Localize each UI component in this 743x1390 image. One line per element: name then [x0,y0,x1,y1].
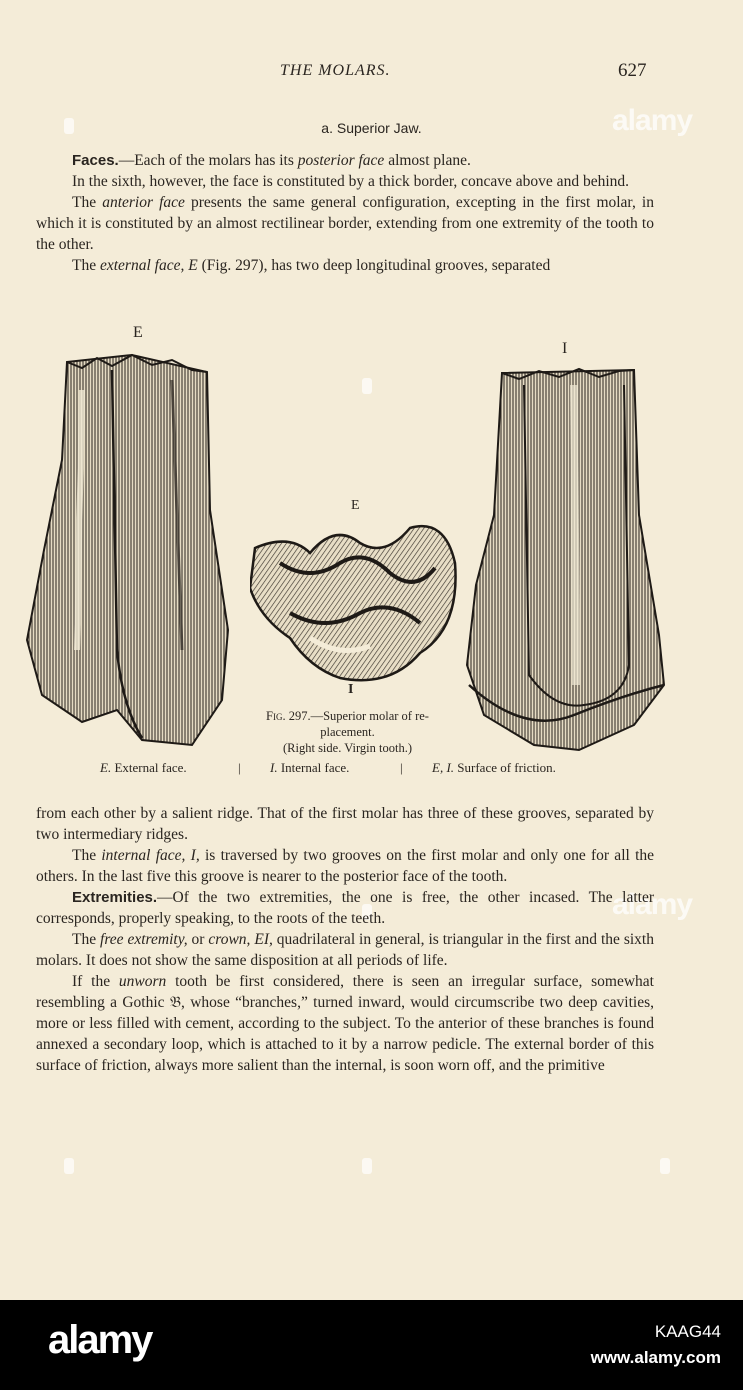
legend-external: E. External face. [100,760,187,775]
legend-separator: | [238,760,241,775]
site-url[interactable]: www.alamy.com [590,1348,721,1367]
stock-footer-bar [0,1300,743,1390]
figure-caption: Fig. 297.—Superior molar of re- placement. (Right side. Virgin tooth.) [266,709,429,755]
paragraph-unworn-tooth: If the unworn tooth be first considered, there is seen an irregular surface, somewhat resembling a Gothic 𝔅, whose “branches,” turned inward, would circumscribe two deep cavities, more or less filled with cement, according to the subject. To the anterior of these branches is found annexed a secondary loop, which is attached to it by a narrow pedicle. The external border of this surface of friction, always more salient than the internal, is soon worn off, and the primitive [36,973,654,1074]
figure-label-crown-external: E [351,498,360,513]
paragraph-external-face: The external face, E (Fig. 297), has two deep longitudinal grooves, separated [72,257,551,274]
image-code: KAAG44 [654,1322,721,1341]
watermark-logo: alamy [612,888,693,921]
legend-separator: | [400,760,403,775]
watermark-mark [64,1158,74,1174]
text-block-bottom [36,803,654,1076]
text-block-top [36,150,654,276]
paragraph-internal-face: The internal face, I, is traversed by two grooves on the first molar and only one for all the others. In the last five this groove is nearer to the posterior face of the tooth. [36,847,655,885]
tooth-internal-face-illustration [464,365,669,755]
figure-label-external: E [133,324,143,341]
watermark-logo: alamy [612,104,693,137]
watermark-mark [362,1158,372,1174]
legend-friction: E, I. Surface of friction. [432,760,556,775]
tooth-external-face-illustration [22,350,237,750]
figure-label-internal: I [562,340,568,357]
page-number: 627 [618,60,647,81]
tooth-crown-friction-surface-illustration [250,518,460,688]
paragraph-sixth: In the sixth, however, the face is constituted by a thick border, concave above and behind. [72,173,630,190]
paragraph-ridge: from each other by a salient ridge. That of the first molar has three of these grooves, separated by two intermediary ridges. [36,805,654,843]
running-title: THE MOLARS. [280,62,391,79]
paragraph-faces: Faces.—Each of the molars has its posterior face almost plane. [72,152,471,169]
watermark-mark [660,1158,670,1174]
figure-label-crown-internal: I [348,682,354,697]
paragraph-extremities: Extremities.—Of the two extremities, the one is free, the other incased. The latter corresponds, properly speaking, to the roots of the teeth. [36,889,654,927]
section-title: a. Superior Jaw. [321,120,422,136]
paragraph-anterior-face: The anterior face presents the same general configuration, excepting in the first molar, in which it is constituted by an almost rectilinear border, extending from one extremity of the tooth to the other. [36,194,654,253]
alamy-logo[interactable]: alamy [48,1318,152,1362]
watermark-mark [362,378,372,394]
legend-internal: I. Internal face. [270,760,350,775]
paragraph-free-extremity: The free extremity, or crown, EI, quadrilateral in general, is triangular in the first and the sixth molars. It does not show the same disposition at all periods of life. [36,931,654,969]
